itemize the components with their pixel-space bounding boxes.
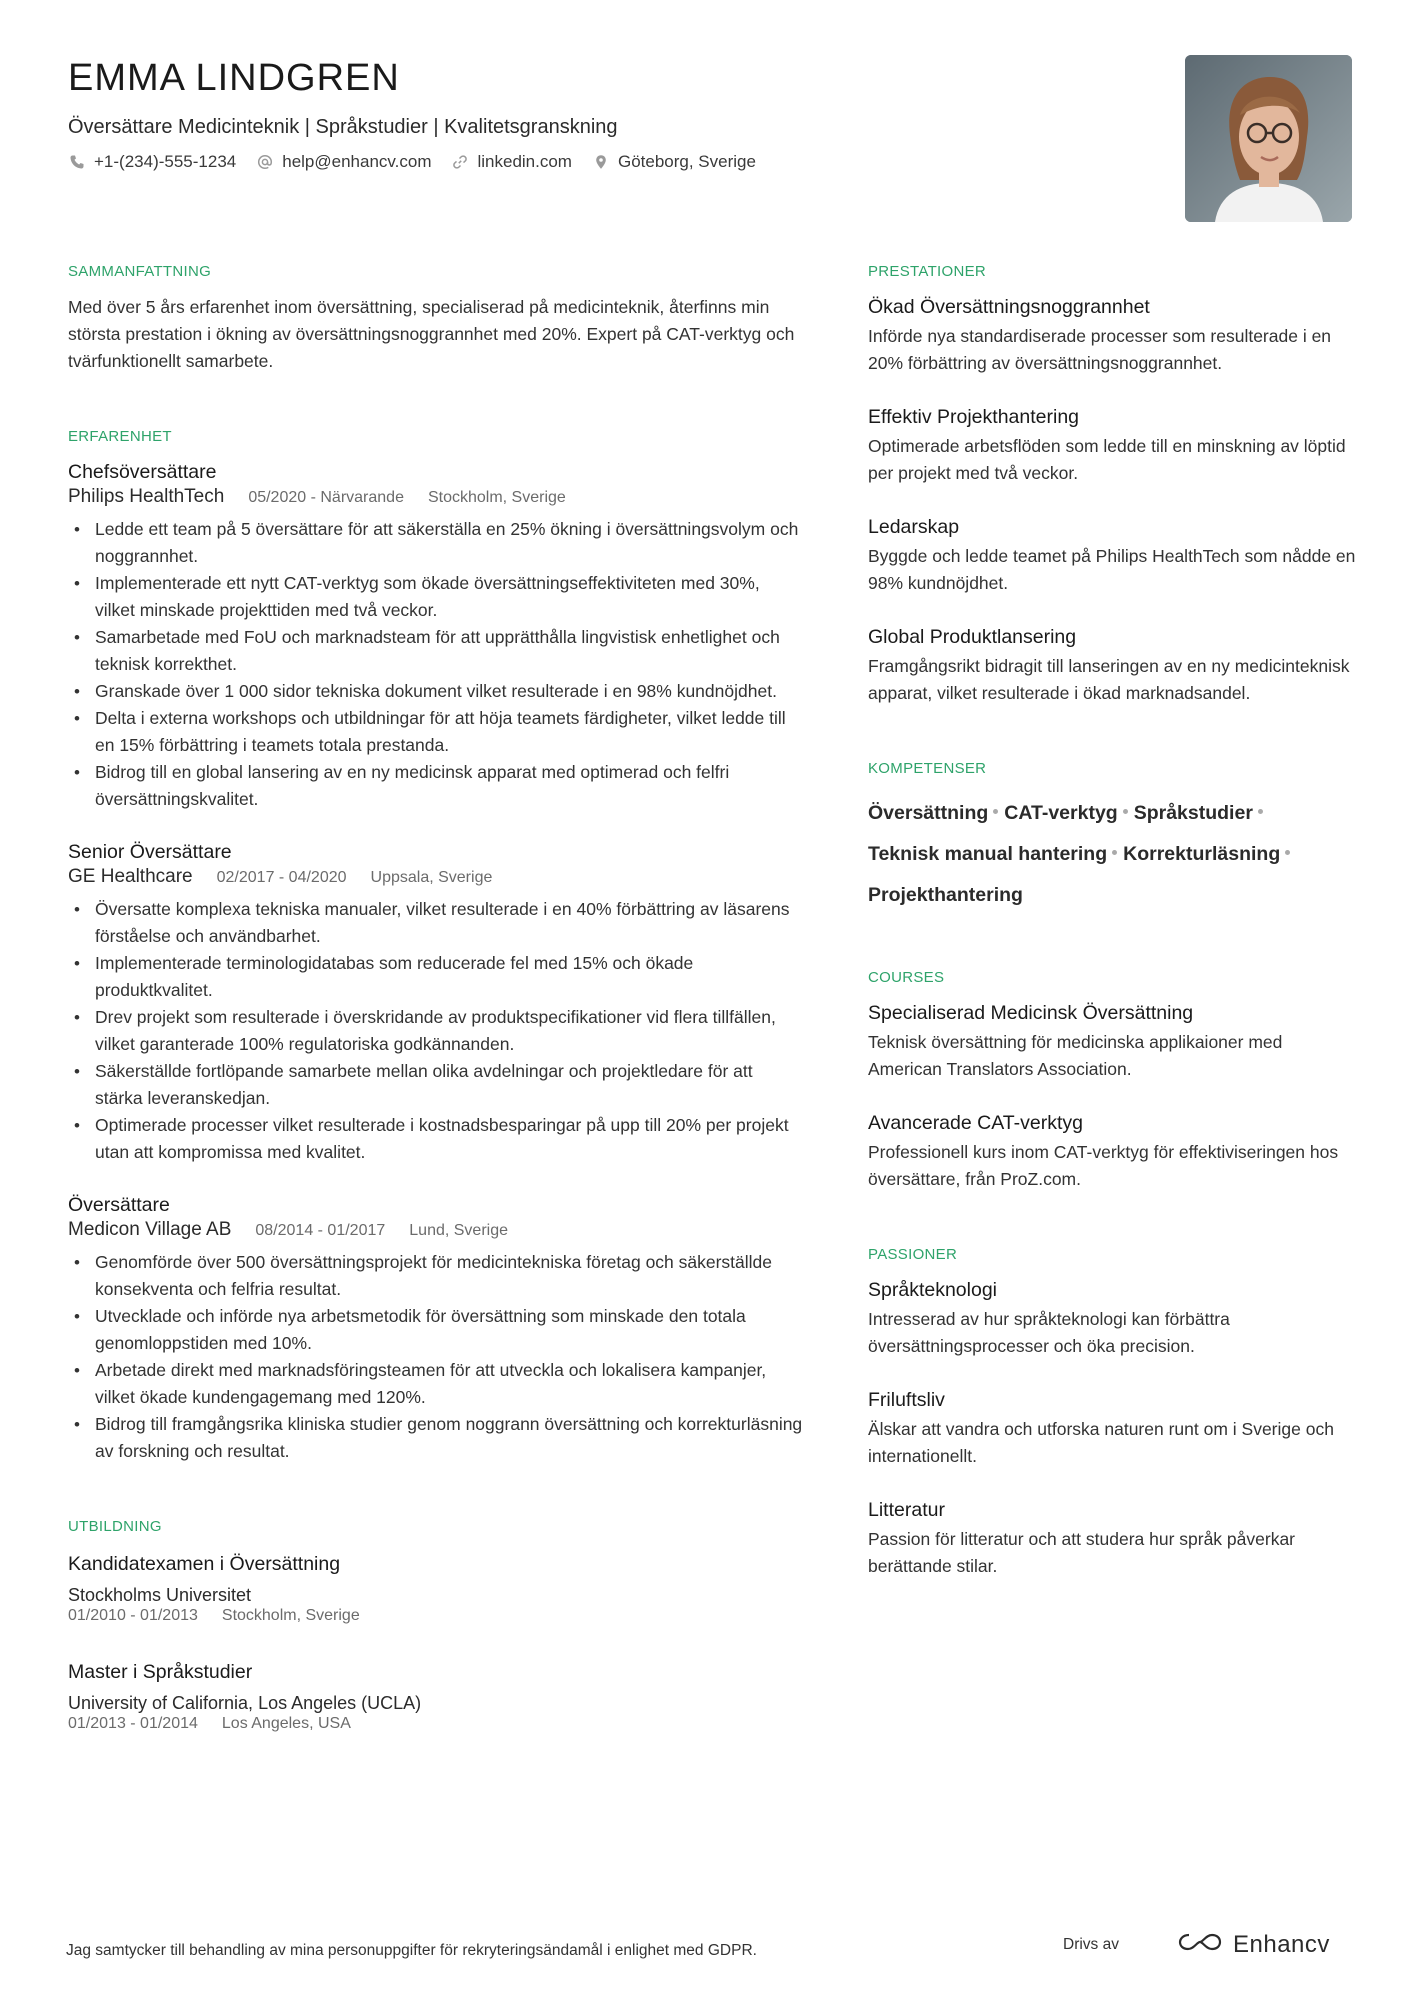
achievements-heading: PRESTATIONER: [868, 263, 987, 280]
candidate-headline: Översättare Medicinteknik | Språkstudier | Kvalitetsgranskning: [68, 116, 618, 138]
bullet-item: • Arbetade direkt med marknadsföringsteamen för att utveckla och lokalisera kampanjer, vilket ökade kundengagemang med 120%.: [68, 1357, 803, 1411]
course-desc: Teknisk översättning för medicinska applikaioner med American Translators Association.: [868, 1032, 1283, 1079]
summary-text: Med över 5 års erfarenhet inom översättning, specialiserad på medicinteknik, återfinns min största prestation i ökning av översättningsnoggrannhet med 20%. Expert på CAT-verktyg och tvärfunktionellt samarbete.: [68, 297, 795, 371]
contact-phone[interactable]: [68, 150, 236, 174]
gdpr-consent-text: Jag samtycker till behandling av mina personuppgifter för rekryteringsändamål i enlighet med GDPR.: [66, 1942, 757, 1959]
course-item: [868, 1110, 1358, 1193]
bullet-item: • Granskade över 1 000 sidor tekniska dokument vilket resulterade i en 98% kundnöjdhet.: [68, 678, 803, 705]
achievement-desc: Byggde och ledde teamet på Philips HealthTech som nådde en 98% kundnöjdhet.: [868, 546, 1356, 593]
skill-tag: Projekthantering: [868, 884, 1023, 906]
job-bullets: [68, 896, 803, 1166]
contact-location: [592, 150, 756, 174]
experience-item: [68, 839, 803, 1166]
passion-desc: Älskar att vandra och utforska naturen runt om i Sverige och internationellt.: [868, 1419, 1334, 1466]
passions-heading: PASSIONER: [868, 1246, 958, 1263]
job-meta: [68, 485, 803, 510]
passion-title: Litteratur: [868, 1499, 945, 1521]
bullet-item: • Genomförde över 500 översättningsprojekt för medicintekniska företag och säkerställde konsekventa och felfria resultat.: [68, 1249, 803, 1303]
achievement-title: Global Produktlansering: [868, 626, 1077, 648]
passion-item: [868, 1387, 1358, 1470]
job-location: Uppsala, Sverige: [370, 869, 493, 886]
job-company: Philips HealthTech: [68, 486, 225, 507]
separator-dot: [1123, 809, 1128, 814]
job-location: Stockholm, Sverige: [427, 489, 566, 506]
skill-tag: Översättning: [868, 802, 989, 824]
contact-location-text: Göteborg, Sverige: [617, 152, 756, 171]
edu-dates: 01/2013 - 01/2014: [68, 1715, 198, 1732]
resume-header: [68, 54, 1168, 174]
job-dates: 05/2020 - Närvarande: [248, 489, 404, 506]
contact-linkedin-text: linkedin.com: [477, 152, 572, 171]
edu-degree: Master i Språkstudier: [68, 1661, 253, 1683]
job-company: Medicon Village AB: [68, 1219, 232, 1240]
infinity-logo-icon: [1177, 1930, 1223, 1959]
job-bullets: [68, 1249, 803, 1465]
course-title: Specialiserad Medicinsk Översättning: [868, 1002, 1194, 1024]
courses-section: [868, 968, 1358, 1193]
enhancv-logo[interactable]: [1177, 1930, 1330, 1959]
job-company: GE Healthcare: [68, 866, 193, 887]
bullet-item: • Optimerade processer vilket resulterade i kostnadsbesparingar på upp till 20% per projekt utan att kompromissa med kvalitet.: [68, 1112, 803, 1166]
achievement-desc: Framgångsrikt bidragit till lanseringen av en ny medicinteknisk apparat, vilket resulterade i ökad marknadsandel.: [868, 656, 1350, 703]
education-heading: UTBILDNING: [68, 1518, 162, 1535]
skill-tag: CAT-verktyg: [1004, 802, 1118, 824]
location-pin-icon: [592, 153, 610, 171]
experience-item: [68, 459, 803, 813]
job-title: Chefsöversättare: [68, 461, 217, 483]
phone-icon: [68, 153, 86, 171]
job-title: Senior Översättare: [68, 841, 232, 863]
brand-name: Enhancv: [1232, 1930, 1330, 1958]
summary-section: [68, 262, 803, 375]
passion-title: Språkteknologi: [868, 1279, 997, 1301]
job-dates: 02/2017 - 04/2020: [216, 869, 347, 886]
skills-list: [868, 793, 1358, 916]
contact-linkedin[interactable]: [451, 150, 572, 174]
edu-meta: [68, 1715, 803, 1733]
bullet-item: • Implementerade terminologidatabas som reducerade fel med 15% och ökade produktkvalitet.: [68, 950, 803, 1004]
job-meta: [68, 865, 803, 890]
edu-location: Los Angeles, USA: [221, 1715, 351, 1732]
summary-heading: SAMMANFATTNING: [68, 263, 212, 280]
bullet-item: • Samarbetade med FoU och marknadsteam för att upprätthålla lingvistisk enhetlighet och teknisk korrekthet.: [68, 624, 803, 678]
bullet-item: • Översatte komplexa tekniska manualer, vilket resulterade i en 40% förbättring av läsarens förståelse och användbarhet.: [68, 896, 803, 950]
education-item: [68, 1551, 803, 1625]
edu-location: Stockholm, Sverige: [221, 1607, 360, 1624]
achievement-desc: Införde nya standardiserade processer som resulterade i en 20% förbättring av översättningsnoggrannhet.: [868, 326, 1332, 373]
job-location: Lund, Sverige: [409, 1222, 508, 1239]
skill-tag: Språkstudier: [1133, 802, 1253, 824]
education-section: [68, 1517, 803, 1733]
bullet-item: • Delta i externa workshops och utbildningar för att höja teamets färdigheter, vilket ledde till en 15% förbättring i teamets totala prestanda.: [68, 705, 803, 759]
at-icon: [256, 153, 274, 171]
separator-dot: [1285, 850, 1290, 855]
edu-school: Stockholms Universitet: [68, 1585, 252, 1605]
profile-photo: [1185, 55, 1352, 222]
achievement-title: Ökad Översättningsnoggrannhet: [868, 296, 1150, 318]
edu-degree: Kandidatexamen i Översättning: [68, 1553, 341, 1575]
skills-section: [868, 759, 1358, 916]
right-column: [868, 262, 1358, 1580]
course-desc: Professionell kurs inom CAT-verktyg för effektiviseringen hos översättare, från ProZ.com.: [868, 1142, 1339, 1189]
experience-heading: ERFARENHET: [68, 428, 172, 445]
course-title: Avancerade CAT-verktyg: [868, 1112, 1083, 1134]
course-item: [868, 1000, 1358, 1083]
passion-item: [868, 1277, 1358, 1360]
powered-by-label: Drivs av: [1063, 1935, 1119, 1953]
edu-school: University of California, Los Angeles (UCLA): [68, 1693, 422, 1713]
job-bullets: [68, 516, 803, 813]
achievement-item: [868, 294, 1358, 377]
education-item: [68, 1659, 803, 1733]
candidate-name: EMMA LINDGREN: [68, 57, 400, 99]
link-icon: [451, 153, 469, 171]
bullet-item: • Implementerade ett nytt CAT-verktyg som ökade översättningseffektiviteten med 30%, vilket minskade projekttiden med två veckor.: [68, 570, 803, 624]
bullet-item: • Säkerställde fortlöpande samarbete mellan olika avdelningar och projektledare för att stärka leveranskedjan.: [68, 1058, 803, 1112]
passions-section: [868, 1245, 1358, 1580]
courses-heading: COURSES: [868, 969, 945, 986]
skills-heading: KOMPETENSER: [868, 760, 987, 777]
left-column: [68, 262, 803, 1733]
achievement-item: [868, 404, 1358, 487]
bullet-item: • Utvecklade och införde nya arbetsmetodik för översättning som minskade den totala genomloppstiden med 10%.: [68, 1303, 803, 1357]
bullet-item: • Bidrog till en global lansering av en ny medicinsk apparat med optimerad och felfri översättningskvalitet.: [68, 759, 803, 813]
achievement-desc: Optimerade arbetsflöden som ledde till en minskning av löptid per projekt med två veckor.: [868, 436, 1346, 483]
contact-phone-text: +1-(234)-555-1234: [94, 152, 237, 171]
bullet-item: • Drev projekt som resulterade i överskridande av produktspecifikationer vid flera tillfällen, vilket garanterade 100% regulatoriska godkännanden.: [68, 1004, 803, 1058]
skill-tag: Korrekturläsning: [1123, 843, 1281, 865]
footer-branding[interactable]: [1063, 1930, 1330, 1959]
passion-desc: Passion för litteratur och att studera hur språk påverkar berättande stilar.: [868, 1529, 1296, 1576]
separator-dot: [1112, 850, 1117, 855]
job-dates: 08/2014 - 01/2017: [255, 1222, 386, 1239]
bullet-item: • Bidrog till framgångsrika kliniska studier genom noggrann översättning och korrekturläsning av forskning och resultat.: [68, 1411, 803, 1465]
separator-dot: [993, 809, 998, 814]
separator-dot: [1258, 809, 1263, 814]
experience-item: [68, 1192, 803, 1465]
contact-row: [68, 150, 1168, 174]
passion-desc: Intresserad av hur språkteknologi kan förbättra översättningsprocesser och öka precision.: [868, 1309, 1230, 1356]
contact-email[interactable]: [256, 150, 431, 174]
passion-title: Friluftsliv: [868, 1389, 945, 1411]
achievements-section: [868, 262, 1358, 707]
bullet-item: • Ledde ett team på 5 översättare för att säkerställa en 25% ökning i översättningsvolym och noggrannhet.: [68, 516, 803, 570]
skill-tag: Teknisk manual hantering: [868, 843, 1108, 865]
job-title: Översättare: [68, 1194, 170, 1216]
experience-section: [68, 427, 803, 1465]
achievement-item: [868, 514, 1358, 597]
job-meta: [68, 1218, 803, 1243]
passion-item: [868, 1497, 1358, 1580]
achievement-title: Effektiv Projekthantering: [868, 406, 1080, 428]
achievement-title: Ledarskap: [868, 516, 960, 538]
edu-meta: [68, 1607, 803, 1625]
achievement-item: [868, 624, 1358, 707]
edu-dates: 01/2010 - 01/2013: [68, 1607, 198, 1624]
contact-email-text: help@enhancv.com: [282, 152, 432, 171]
